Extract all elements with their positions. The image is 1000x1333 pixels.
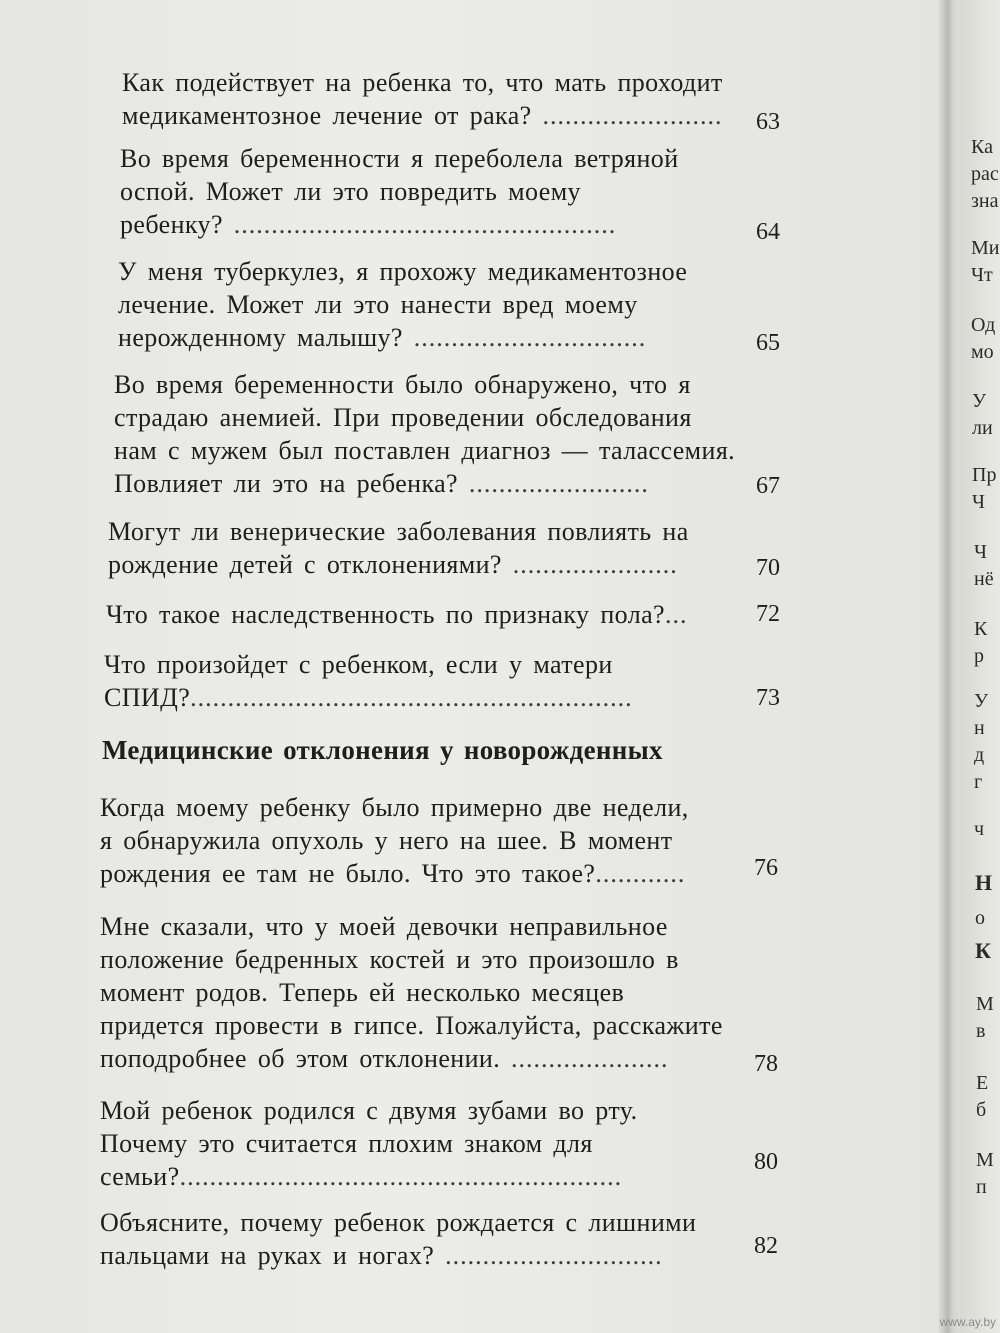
dot-leader: ............................... <box>413 323 647 352</box>
entry-line: страдаю анемией. При проведении обследования <box>114 403 692 432</box>
entry-line: пальцами на руках и ногах? <box>100 1241 435 1270</box>
right-page-fragment: мо <box>971 341 994 363</box>
entry-line: Мой ребенок родился с двумя зубами во рту. <box>100 1096 638 1125</box>
right-page-fragment: Пр <box>972 464 997 486</box>
right-page-fragment: М <box>976 993 994 1015</box>
entry-line: оспой. Может ли это повредить моему <box>120 177 581 206</box>
right-page-fragment: о <box>975 907 985 929</box>
page-number: 67 <box>756 473 780 499</box>
entry-line: Как подействует на ребенка то, что мать проходит <box>122 68 723 97</box>
right-page-fragment: Е <box>976 1072 989 1094</box>
dot-leader: ........................................................... <box>179 1162 623 1191</box>
toc-entry <box>118 255 818 354</box>
dot-leader: ........................ <box>542 101 723 130</box>
right-page-fragment: Чт <box>971 264 993 286</box>
right-page-fragment: ли <box>972 417 993 439</box>
entry-line: Повлияет ли это на ребенка? <box>114 469 458 498</box>
right-page <box>960 0 1000 1333</box>
entry-line: нам с мужем был поставлен диагноз — талассемия. <box>114 436 736 465</box>
toc-entry <box>100 791 800 890</box>
toc-entry <box>108 515 808 581</box>
page-number: 78 <box>754 1051 778 1077</box>
right-page-fragment: Ч <box>972 491 985 513</box>
right-page-fragment: Ка <box>971 136 993 158</box>
toc-entry <box>120 142 820 241</box>
page-number: 70 <box>756 555 780 581</box>
toc-entry <box>100 1206 800 1272</box>
dot-leader: ............................. <box>445 1241 663 1270</box>
page-number: 64 <box>756 219 780 245</box>
entry-line: лечение. Может ли это нанести вред моему <box>118 290 638 319</box>
entry-line: нерожденному малышу? <box>118 323 403 352</box>
entry-line: Объясните, почему ребенок рождается с лишними <box>100 1208 697 1237</box>
entry-line: Когда моему ребенку было примерно две недели, <box>100 793 689 822</box>
right-page-fragment: в <box>976 1020 986 1042</box>
entry-line: поподробнее об этом отклонении. <box>100 1044 501 1073</box>
entry-line: Мне сказали, что у моей девочки неправильное <box>100 912 668 941</box>
entry-line: Во время беременности я переболела ветряной <box>120 144 679 173</box>
dot-leader: ........................................................... <box>190 683 633 712</box>
right-page-fragment: ч <box>974 818 985 840</box>
entry-line: Почему это считается плохим знаком для <box>100 1129 593 1158</box>
entry-line: СПИД? <box>104 683 191 712</box>
right-page-fragment: б <box>976 1099 987 1121</box>
entry-line: семьи? <box>100 1162 180 1191</box>
page-number: 82 <box>754 1233 778 1259</box>
right-page-fragment: К <box>974 618 988 640</box>
page-number: 73 <box>756 685 780 711</box>
page-number: 80 <box>754 1149 778 1175</box>
right-page-fragment: нё <box>974 568 994 590</box>
right-page-fragment: п <box>976 1176 987 1198</box>
toc-entry <box>122 66 822 132</box>
toc-entry <box>100 1094 800 1193</box>
entry-line: положение бедренных костей и это произошло в <box>100 945 679 974</box>
entry-line: момент родов. Теперь ей несколько месяцев <box>100 978 625 1007</box>
toc-entry <box>106 598 806 631</box>
right-page-fragment: Н <box>975 870 993 895</box>
dot-leader: ............ <box>595 859 686 888</box>
right-page-fragment: Од <box>971 314 996 336</box>
entry-line: ребенку? <box>120 210 223 239</box>
watermark: www.ay.by <box>939 1315 996 1329</box>
entry-line: Во время беременности было обнаружено, что я <box>114 370 691 399</box>
entry-line: придется провести в гипсе. Пожалуйста, расскажите <box>100 1011 723 1040</box>
toc-entry <box>114 368 814 500</box>
entry-line: Могут ли венерические заболевания повлиять на <box>108 517 689 546</box>
entry-line: медикаментозное лечение от рака? <box>122 101 532 130</box>
entry-line: Что произойдет с ребенком, если у матери <box>104 650 613 679</box>
entry-line: рождения ее там не было. Что это такое? <box>100 859 596 888</box>
entry-line: У меня туберкулез, я прохожу медикаментозное <box>118 257 688 286</box>
dot-leader: ........................ <box>468 469 649 498</box>
page-number: 65 <box>756 330 780 356</box>
entry-line: я обнаружила опухоль у него на шее. В момент <box>100 826 673 855</box>
right-page-fragment: зна <box>971 190 999 212</box>
dot-leader: ... <box>664 600 688 629</box>
right-page-fragment: д <box>974 744 985 766</box>
entry-line: рождение детей с отклонениями? <box>108 550 502 579</box>
page-number: 76 <box>754 855 778 881</box>
right-page-fragment: У <box>972 390 987 412</box>
toc-entry <box>104 648 804 714</box>
section-heading: Медицинские отклонения у новорожденных <box>102 735 663 765</box>
dot-leader: ................................................... <box>233 210 617 239</box>
right-page-fragment: н <box>974 717 985 739</box>
right-page-fragment: рас <box>971 163 999 185</box>
right-page-fragment: Ч <box>974 541 987 563</box>
page-number: 72 <box>756 601 780 627</box>
entry-line: Что такое наследственность по признаку пола? <box>106 600 665 629</box>
right-page-fragment: Ми <box>971 237 1000 259</box>
toc-entry <box>100 910 800 1075</box>
dot-leader: ...................... <box>512 550 678 579</box>
dot-leader: ..................... <box>511 1044 669 1073</box>
page-number: 63 <box>756 109 780 135</box>
right-page-fragment: г <box>974 771 983 793</box>
right-page-fragment: М <box>976 1149 994 1171</box>
right-page-fragment: К <box>975 938 991 963</box>
right-page-fragment: р <box>974 645 984 667</box>
right-page-fragment: У <box>974 690 989 712</box>
